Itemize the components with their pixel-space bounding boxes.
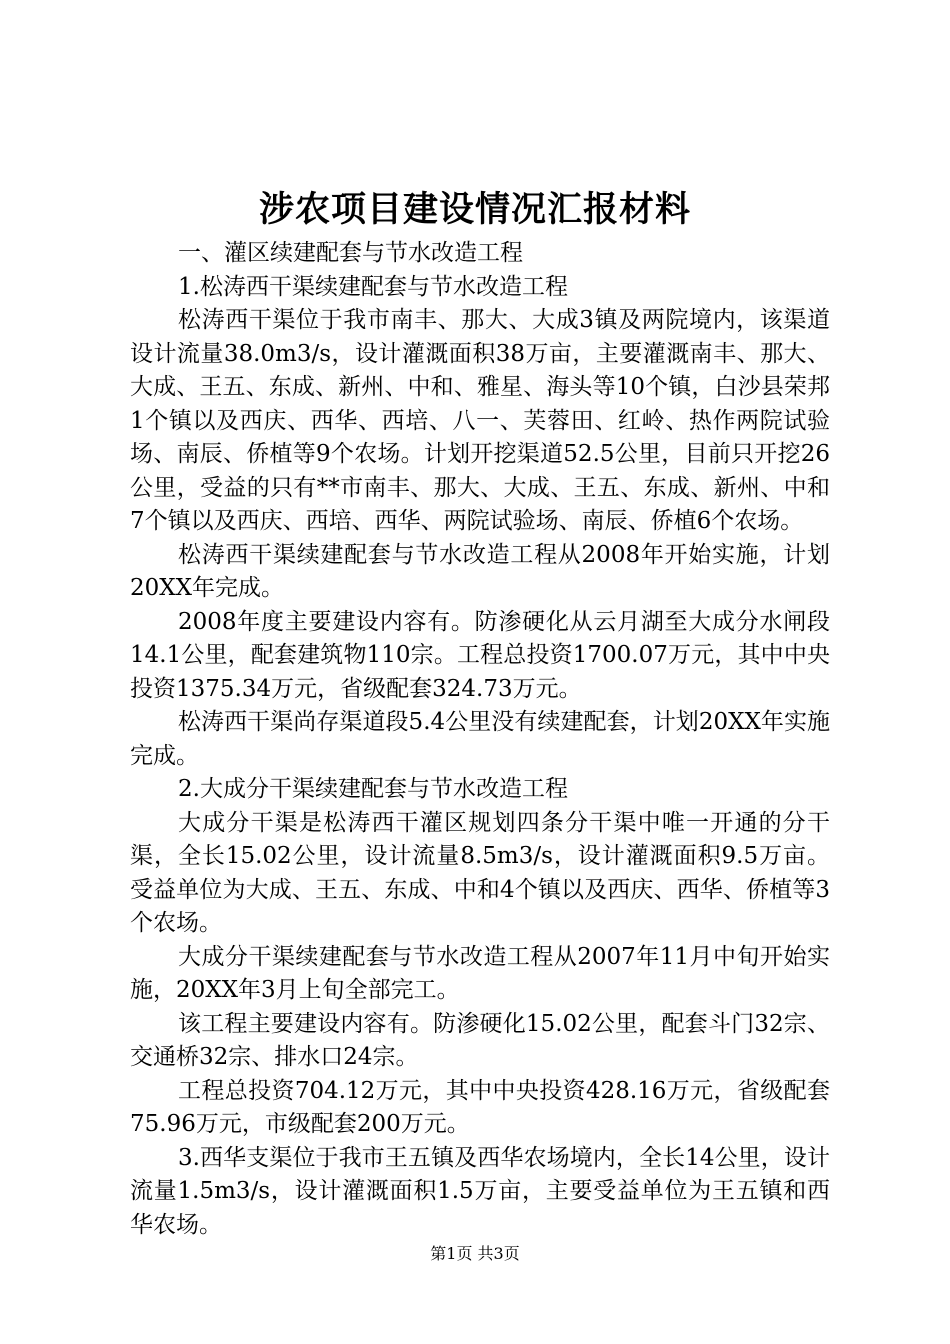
paragraph-7: 该工程主要建设内容有。防渗硬化15.02公里，配套斗门32宗、交通桥32宗、排水口24宗。 [130,1010,830,1070]
document-title: 涉农项目建设情况汇报材料 [258,189,691,230]
paragraph-6: 大成分干渠续建配套与节水改造工程从2007年11月中旬开始实施，20XX年3月上旬全部完工。 [130,943,830,1003]
paragraph-3: 2008年度主要建设内容有。防渗硬化从云月湖至大成分水闸段14.1公里，配套建筑物110宗。工程总投资1700.07万元，其中中央投资1375.34万元，省级配套324.73万元。 [130,608,830,702]
paragraph-8: 工程总投资704.12万元，其中中央投资428.16万元，省级配套75.96万元，市级配套200万元。 [130,1077,830,1137]
subsection-heading-2: 2.大成分干渠续建配套与节水改造工程 [178,776,568,802]
paragraph-1: 松涛西干渠位于我市南丰、那大、大成3镇及两院境内，该渠道设计流量38.0m3/s，设计灌溉面积38万亩，主要灌溉南丰、那大、大成、王五、东成、新州、中和、雅星、海头等10个镇，白沙县荣邦1个镇以及西庆、西华、西培、八一、芙蓉田、红岭、热作两院试验场、南辰、侨植等9个农场。计划开挖渠道52.5公里，目前只开挖26公里，受益的只有**市南丰、那大、大成、王五、东成、新州、中和7个镇以及西庆、西培、西华、两院试验场、南辰、侨植6个农场。 [130,307,830,534]
subsection-heading-3: 3.西华支渠位于我市王五镇及西华农场境内，全长14公里，设计流量1.5m3/s，设计灌溉面积1.5万亩，主要受益单位为王五镇和西华农场。 [130,1144,830,1238]
paragraph-5: 大成分干渠是松涛西干灌区规划四条分干渠中唯一开通的分干渠，全长15.02公里，设计流量8.5m3/s，设计灌溉面积9.5万亩。受益单位为大成、王五、东成、中和4个镇以及西庆、西华、侨植等3个农场。 [130,809,830,936]
document-body [130,237,830,1242]
paragraph-4: 松涛西干渠尚存渠道段5.4公里没有续建配套，计划20XX年实施完成。 [130,709,830,769]
subsection-heading-1: 1.松涛西干渠续建配套与节水改造工程 [178,273,568,300]
section-heading-1: 一、灌区续建配套与节水改造工程 [178,240,523,266]
page-number-footer: 第1页 共3页 [430,1244,520,1263]
paragraph-2: 松涛西干渠续建配套与节水改造工程从2008年开始实施，计划20XX年完成。 [130,541,830,601]
